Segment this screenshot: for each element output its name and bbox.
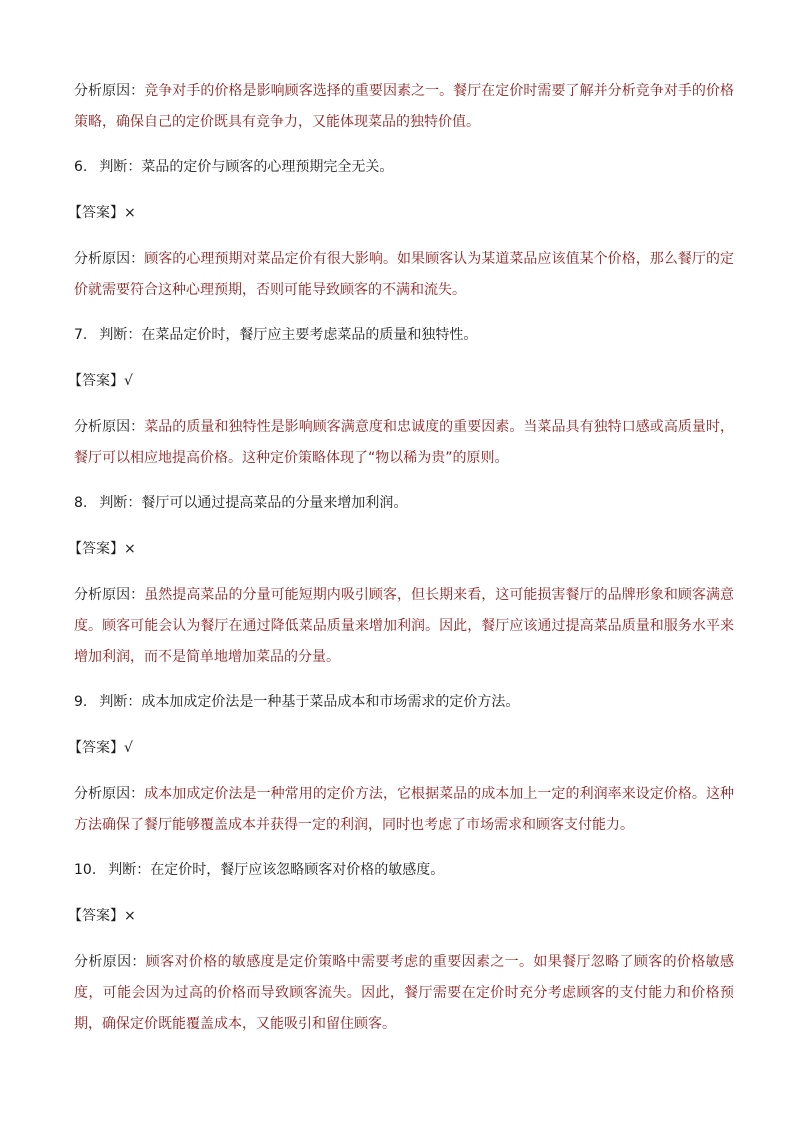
question-number: 10. [74, 862, 97, 878]
question-text: 判断：餐厅可以通过提高菜品的分量来增加利润。 [99, 495, 408, 511]
analysis-paragraph [74, 76, 734, 138]
analysis-paragraph [74, 412, 734, 474]
question-text: 判断：在菜品定价时，餐厅应主要考虑菜品的质量和独特性。 [99, 327, 478, 343]
answer-value: √ [124, 740, 133, 756]
question-text: 判断：菜品的定价与顾客的心理预期完全无关。 [99, 159, 394, 175]
question-number: 8. [74, 495, 88, 511]
analysis-label: 分析原因： [74, 251, 145, 267]
answer-6 [68, 198, 734, 229]
answer-9 [68, 733, 734, 764]
answer-7 [68, 366, 734, 397]
analysis-paragraph [74, 947, 734, 1040]
question-9 [74, 687, 734, 718]
analysis-text: 菜品的质量和独特性是影响顾客满意度和忠诚度的重要因素。当菜品具有独特口感或高质量时，餐厅可以相应地提高价格。这种定价策略体现了“物以稀为贵”的原则。 [74, 419, 734, 466]
answer-value: × [124, 205, 136, 221]
question-text: 判断：成本加成定价法是一种基于菜品成本和市场需求的定价方法。 [99, 694, 520, 710]
analysis-text: 竞争对手的价格是影响顾客选择的重要因素之一。餐厅在定价时需要了解并分析竞争对手的价格策略，确保自己的定价既具有竞争力，又能体现菜品的独特价值。 [74, 83, 734, 130]
analysis-label: 分析原因： [74, 83, 145, 99]
answer-value: √ [124, 373, 133, 389]
question-7 [74, 320, 734, 351]
answer-label: 【答案】 [68, 740, 124, 756]
analysis-paragraph [74, 244, 734, 306]
answer-value: × [124, 908, 136, 924]
answer-label: 【答案】 [68, 373, 124, 389]
answer-value: × [124, 541, 136, 557]
question-text: 判断：在定价时，餐厅应该忽略顾客对价格的敏感度。 [108, 862, 445, 878]
question-number: 9. [74, 694, 88, 710]
answer-label: 【答案】 [68, 908, 124, 924]
question-6 [74, 152, 734, 183]
analysis-label: 分析原因： [74, 954, 146, 970]
answer-10 [68, 901, 734, 932]
question-8 [74, 488, 734, 519]
analysis-paragraph [74, 580, 734, 673]
analysis-text: 虽然提高菜品的分量可能短期内吸引顾客，但长期来看，这可能损害餐厅的品牌形象和顾客满意度。顾客可能会认为餐厅在通过降低菜品质量来增加利润。因此，餐厅应该通过提高菜品质量和服务水平来增加利润，而不是简单地增加菜品的分量。 [74, 587, 734, 665]
analysis-text: 顾客对价格的敏感度是定价策略中需要考虑的重要因素之一。如果餐厅忽略了顾客的价格敏感度，可能会因为过高的价格而导致顾客流失。因此，餐厅需要在定价时充分考虑顾客的支付能力和价格预期，确保定价既能覆盖成本，又能吸引和留住顾客。 [74, 954, 735, 1032]
answer-label: 【答案】 [68, 541, 124, 557]
answer-8 [68, 534, 734, 565]
answer-label: 【答案】 [68, 205, 124, 221]
analysis-text: 成本加成定价法是一种常用的定价方法，它根据菜品的成本加上一定的利润率来设定价格。这种方法确保了餐厅能够覆盖成本并获得一定的利润，同时也考虑了市场需求和顾客支付能力。 [74, 786, 734, 833]
question-number: 6. [74, 159, 88, 175]
analysis-label: 分析原因： [74, 419, 145, 435]
question-10 [74, 855, 734, 886]
analysis-text: 顾客的心理预期对菜品定价有很大影响。如果顾客认为某道菜品应该值某个价格，那么餐厅的定价就需要符合这种心理预期，否则可能导致顾客的不满和流失。 [74, 251, 734, 298]
document-page [68, 76, 735, 1054]
analysis-paragraph [74, 779, 734, 841]
analysis-label: 分析原因： [74, 786, 145, 802]
question-number: 7. [74, 327, 88, 343]
analysis-label: 分析原因： [74, 587, 145, 603]
